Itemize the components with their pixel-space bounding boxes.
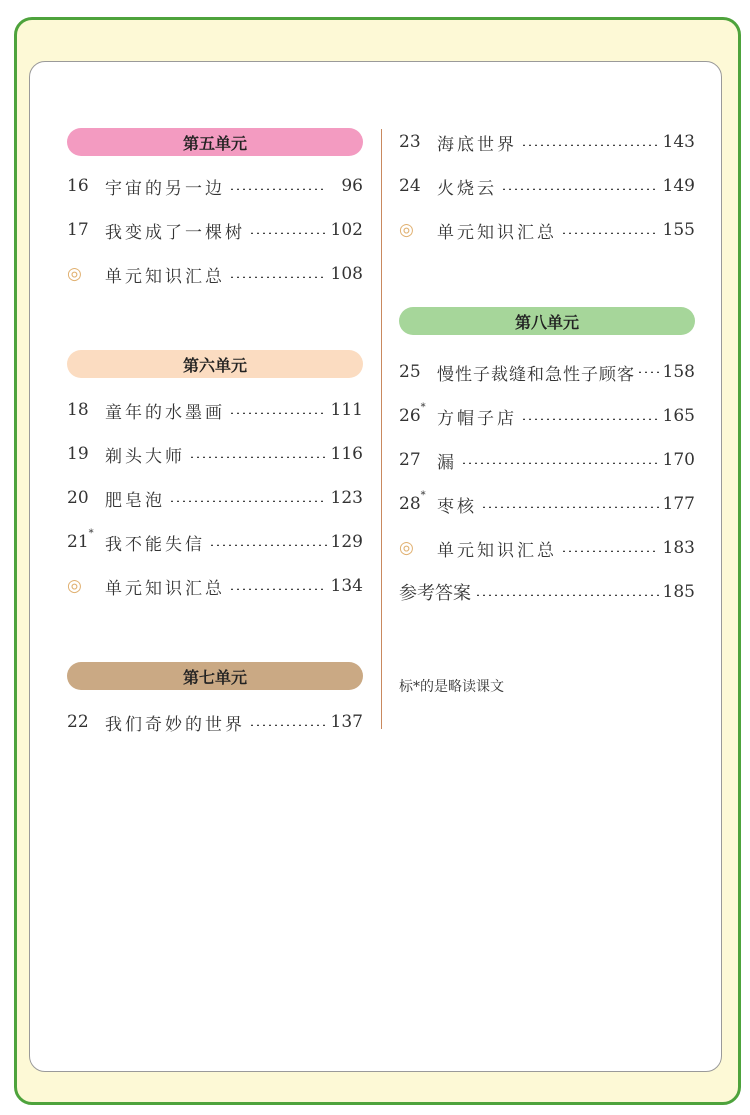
page-number: 158 <box>662 362 695 382</box>
target-circle-icon: ◎ <box>67 576 82 596</box>
skim-reading-star: * <box>420 402 426 413</box>
lesson-title: 方帽子店 <box>437 408 517 429</box>
toc-entry-23[interactable] <box>399 129 695 155</box>
page-number: 123 <box>330 488 363 508</box>
dot-leader <box>521 418 659 420</box>
lesson-number: 27 <box>399 450 421 470</box>
toc-entry-27[interactable] <box>399 447 695 473</box>
dot-leader <box>475 594 659 596</box>
dot-leader <box>229 276 327 278</box>
dot-leader <box>249 232 327 234</box>
toc-entry-20[interactable] <box>67 485 363 511</box>
lesson-title: 火烧云 <box>437 178 497 199</box>
dot-leader <box>189 456 327 458</box>
page-number: 111 <box>330 400 363 420</box>
lesson-title: 童年的水墨画 <box>105 402 225 423</box>
dot-leader <box>561 550 659 552</box>
dot-leader <box>209 544 327 546</box>
unit-6-label: 第六单元 <box>182 355 247 375</box>
dot-leader <box>169 500 327 502</box>
lesson-number: 28 <box>399 494 421 514</box>
toc-entry-u8-summary[interactable] <box>399 535 695 561</box>
skim-reading-star: * <box>420 490 426 501</box>
summary-title: 单元知识汇总 <box>105 578 225 599</box>
dot-leader <box>461 462 659 464</box>
lesson-title: 宇宙的另一边 <box>105 178 225 199</box>
lesson-number: 16 <box>67 176 89 196</box>
toc-entry-25[interactable] <box>399 359 695 385</box>
toc-entry-26[interactable] <box>399 403 695 429</box>
toc-page <box>29 61 722 1072</box>
unit-5-header <box>67 128 363 156</box>
lesson-number-wrap <box>399 490 437 514</box>
column-divider <box>381 129 382 729</box>
dot-leader <box>637 371 661 373</box>
page-number: 102 <box>330 220 363 240</box>
summary-title: 单元知识汇总 <box>437 540 557 561</box>
skim-reading-star: * <box>88 528 94 539</box>
page-number: 149 <box>662 176 695 196</box>
lesson-title: 我们奇妙的世界 <box>105 714 245 735</box>
unit-5-label: 第五单元 <box>182 133 247 153</box>
page-number: 155 <box>662 220 695 240</box>
page-number: 134 <box>330 576 363 596</box>
toc-entry-16[interactable] <box>67 173 363 199</box>
page-number: 116 <box>330 444 363 464</box>
page-number: 183 <box>662 538 695 558</box>
dot-leader <box>229 412 327 414</box>
dot-leader <box>481 506 659 508</box>
page-number: 165 <box>662 406 695 426</box>
toc-entry-28[interactable] <box>399 491 695 517</box>
toc-entry-answers[interactable] <box>399 579 695 605</box>
toc-entry-21[interactable] <box>67 529 363 555</box>
page-number: 137 <box>330 712 363 732</box>
dot-leader <box>501 188 659 190</box>
lesson-number-wrap <box>67 528 105 552</box>
page-number: 177 <box>662 494 695 514</box>
dot-leader <box>249 724 327 726</box>
skim-reading-note: 标*的是略读课文 <box>399 679 504 695</box>
page-number: 185 <box>662 582 695 602</box>
page-number: 108 <box>330 264 363 284</box>
lesson-number: 21 <box>67 532 89 552</box>
lesson-title: 枣核 <box>437 496 477 517</box>
toc-entry-24[interactable] <box>399 173 695 199</box>
lesson-title: 海底世界 <box>437 134 517 155</box>
lesson-number: 23 <box>399 132 421 152</box>
answers-title: 参考答案 <box>399 583 471 604</box>
lesson-title: 我变成了一棵树 <box>105 222 245 243</box>
summary-title: 单元知识汇总 <box>437 222 557 243</box>
page-number: 143 <box>662 132 695 152</box>
lesson-title: 我不能失信 <box>105 534 205 555</box>
dot-leader <box>229 588 327 590</box>
toc-entry-18[interactable] <box>67 397 363 423</box>
toc-entry-u5-summary[interactable] <box>67 261 363 287</box>
unit-7-header <box>67 662 363 690</box>
lesson-number: 26 <box>399 406 421 426</box>
lesson-number: 18 <box>67 400 89 420</box>
lesson-title: 漏 <box>437 452 457 473</box>
lesson-title: 剃头大师 <box>105 446 185 467</box>
unit-8-label: 第八单元 <box>514 312 579 332</box>
page-number: 129 <box>330 532 363 552</box>
lesson-number: 20 <box>67 488 89 508</box>
toc-entry-u7-summary[interactable] <box>399 217 695 243</box>
unit-8-header <box>399 307 695 335</box>
unit-7-label: 第七单元 <box>182 667 247 687</box>
unit-6-header <box>67 350 363 378</box>
page-number: 170 <box>662 450 695 470</box>
lesson-title: 肥皂泡 <box>105 490 165 511</box>
toc-entry-u6-summary[interactable] <box>67 573 363 599</box>
summary-title: 单元知识汇总 <box>105 266 225 287</box>
page-number: 96 <box>341 176 363 196</box>
lesson-number: 25 <box>399 362 421 382</box>
lesson-number: 24 <box>399 176 421 196</box>
toc-entry-22[interactable] <box>67 709 363 735</box>
lesson-number: 19 <box>67 444 89 464</box>
target-circle-icon: ◎ <box>399 220 414 240</box>
target-circle-icon: ◎ <box>67 264 82 284</box>
target-circle-icon: ◎ <box>399 538 414 558</box>
lesson-title: 慢性子裁缝和急性子顾客 <box>437 364 635 385</box>
dot-leader <box>521 144 659 146</box>
toc-entry-17[interactable] <box>67 217 363 243</box>
lesson-number: 17 <box>67 220 89 240</box>
lesson-number: 22 <box>67 712 89 732</box>
dot-leader <box>561 232 659 234</box>
toc-entry-19[interactable] <box>67 441 363 467</box>
lesson-number-wrap <box>399 402 437 426</box>
dot-leader <box>229 188 327 190</box>
